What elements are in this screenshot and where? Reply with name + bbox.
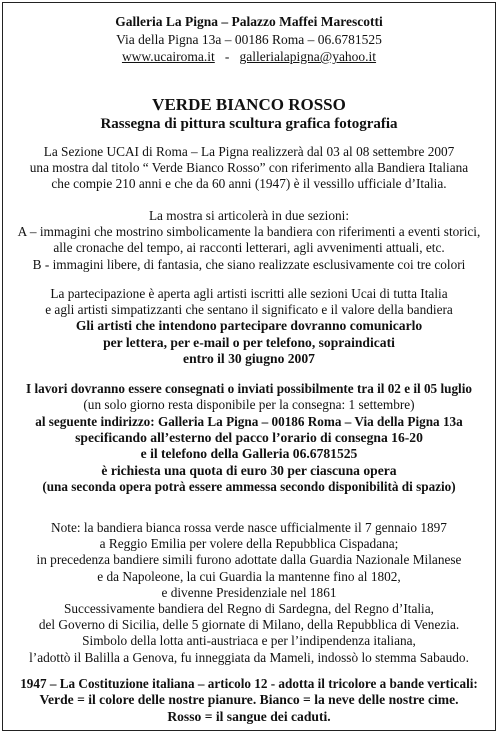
participation-line: e agli artisti simpatizzanti che sentano il significato e il valore della bandiera (45, 302, 453, 318)
separator: - (224, 49, 230, 64)
note-line: del Governo di Sicilia, delle 5 giornate di Milano, della Repubblica di Venezia. (38, 617, 460, 633)
title-block (3, 95, 495, 133)
delivery-bold-line: è richiesta una quota di euro 30 per ciascuna opera (101, 462, 397, 478)
delivery-paragraph (3, 381, 495, 496)
intro-line: che compie 210 anni e che da 60 anni (1947) è il vessillo ufficiale d’Italia. (51, 176, 447, 192)
intro-line: una mostra dal titolo “ Verde Bianco Rosso” con riferimento alla Bandiera Italiana (29, 160, 469, 176)
intro-line: La Sezione UCAI di Roma – La Pigna realizzerà dal 03 al 08 settembre 2007 (43, 144, 455, 159)
footer-line: Verde = il colore delle nostre pianure. Bianco = la neve delle nostre cime. (39, 692, 459, 708)
footer-line: 1947 – La Costituzione italiana – articolo 12 - adotta il tricolore a bande verticali: (20, 676, 478, 691)
gallery-name: Galleria La Pigna – Palazzo Maffei Marescotti (115, 14, 383, 29)
constitution-footer (3, 676, 495, 725)
flyer-page (2, 2, 496, 731)
delivery-bold-line: al seguente indirizzo: Galleria La Pigna – 00186 Roma – Via della Pigna 13a (35, 413, 463, 429)
note-line: Simbolo della lotta anti-austriaca e per l’indipendenza italiana, (82, 633, 416, 649)
delivery-bold-line: e il telefono della Galleria 06.6781525 (140, 446, 358, 462)
section-b-line: B - immagini libere, di fantasia, che siano realizzate esclusivamente coi tre colori (32, 256, 466, 272)
email-link[interactable]: gallerialapigna@yahoo.it (239, 49, 377, 64)
delivery-bold-line: specificando all’esterno del pacco l’orario di consegna 16-20 (75, 430, 423, 446)
participation-bold-line: per lettera, per e-mail o per telefono, sopraindicati (103, 334, 395, 350)
history-note (3, 520, 495, 666)
note-line: Note: la bandiera bianca rossa verde nasce ufficialmente il 7 gennaio 1897 (51, 520, 447, 535)
note-line: e da Napoleone, la cui Guardia la mantenne fino al 1802, (97, 568, 401, 584)
deadline-line: entro il 30 giugno 2007 (183, 351, 315, 367)
gallery-address: Via della Pigna 13a – 00186 Roma – 06.6781525 (116, 31, 382, 47)
delivery-bold-line: (una seconda opera potrà essere ammessa secondo disponibilità di spazio) (42, 479, 456, 495)
delivery-note: (un solo giorno resta disponibile per la consegna: 1 settembre) (83, 397, 415, 413)
participation-bold-line: Gli artisti che intendono partecipare dovranno comunicarlo (75, 318, 423, 334)
section-a-line: alle cronache del tempo, ai racconti letterari, agli avvenimenti attuali, etc. (53, 240, 445, 256)
delivery-line: I lavori dovranno essere consegnati o inviati possibilmente tra il 02 e il 05 luglio (26, 381, 472, 396)
note-line: Successivamente bandiera del Regno di Sardegna, del Regno d’Italia, (64, 601, 434, 617)
website-link[interactable]: www.ucairoma.it (121, 49, 215, 64)
note-line: in precedenza bandiere simili furono adottate dalla Guardia Nazionale Milanese (36, 552, 462, 568)
page-subtitle: Rassegna di pittura scultura grafica fotografia (100, 116, 398, 132)
contact-links (3, 48, 495, 66)
participation-line: La partecipazione è aperta agli artisti iscritti alle sezioni Ucai di tutta Italia (50, 286, 448, 301)
header (3, 13, 495, 66)
footer-line: Rosso = il sangue dei caduti. (167, 708, 331, 724)
note-line: e divenne Presidenziale nel 1861 (161, 584, 337, 600)
intro-paragraph (3, 144, 495, 193)
page-title: VERDE BIANCO ROSSO (152, 95, 346, 114)
participation-paragraph (3, 286, 495, 368)
sections-heading: La mostra si articolerà in due sezioni: (148, 208, 350, 223)
note-line: a Reggio Emilia per volere della Repubblica Cispadana; (99, 536, 399, 552)
section-a-line: A – immagini che mostrino simbolicamente la bandiera con riferimenti a eventi storici, (17, 224, 481, 240)
sections-paragraph (3, 208, 495, 273)
note-line: l’adottò il Balilla a Genova, fu inneggiata da Mameli, indossò lo stemma Sabaudo. (29, 649, 469, 665)
